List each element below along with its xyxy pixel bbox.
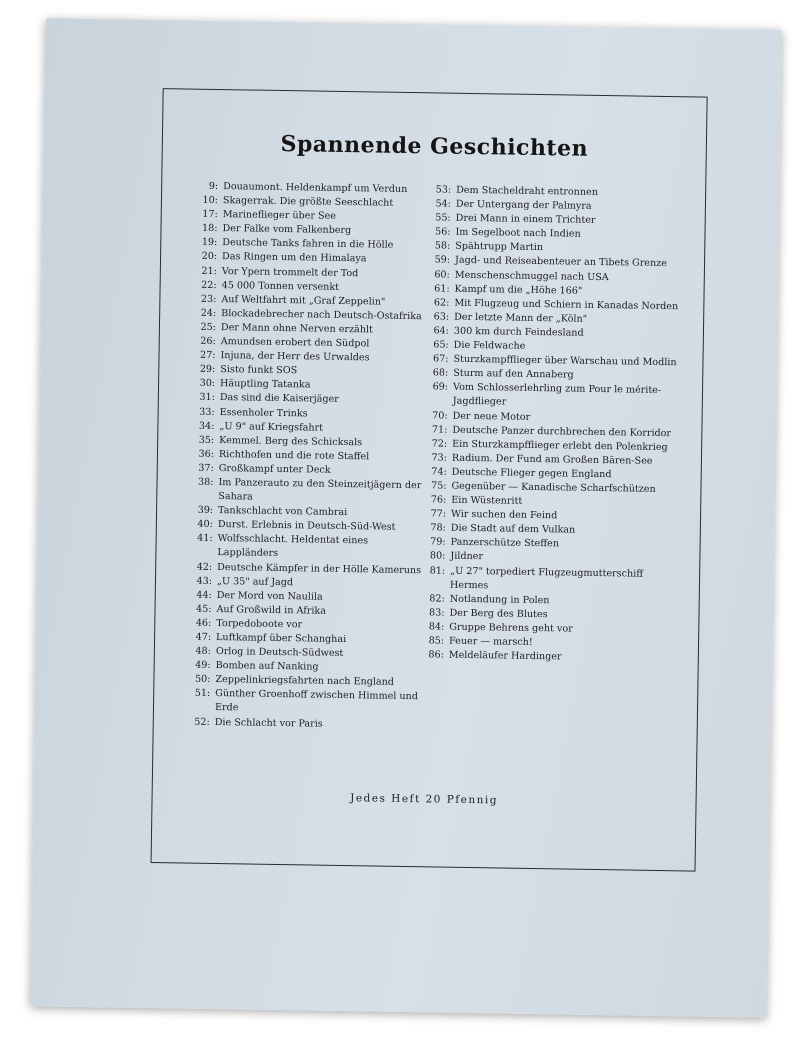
issue-title: Kemmel. Berg des Schicksals bbox=[219, 434, 363, 448]
issue-title: Die Schlacht vor Paris bbox=[214, 716, 323, 730]
issue-number: 53: bbox=[435, 184, 452, 196]
issue-title: Das sind die Kaiserjäger bbox=[219, 392, 339, 406]
issue-number: 71: bbox=[431, 423, 448, 436]
issue-title: Günther Groenhoff zwischen Himmel und Erde bbox=[214, 688, 418, 714]
issue-number: 24: bbox=[200, 307, 217, 319]
issue-title: Menschenschmuggel nach USA bbox=[454, 269, 609, 283]
issue-title: Feuer — marsch! bbox=[448, 635, 533, 649]
issue-number: 19: bbox=[201, 237, 218, 249]
list-item bbox=[187, 476, 425, 508]
issue-number: 55: bbox=[435, 212, 451, 224]
issue-number: 9: bbox=[208, 180, 219, 193]
issue-number: 10: bbox=[202, 194, 219, 207]
issue-title: Wir suchen den Feind bbox=[450, 508, 558, 522]
issue-number: 49: bbox=[195, 659, 211, 672]
issue-title: Sisto funkt SOS bbox=[220, 364, 298, 377]
issue-number: 73: bbox=[431, 452, 448, 464]
issue-number: 52: bbox=[194, 716, 210, 728]
booklet-back-cover bbox=[30, 18, 781, 1017]
issue-number: 17: bbox=[202, 208, 218, 221]
price-note: Jedes Heft 20 Pfennig bbox=[350, 792, 499, 807]
issue-title: Der letzte Mann der „Köln" bbox=[454, 311, 588, 325]
issue-number: 48: bbox=[195, 645, 211, 658]
issue-title: Deutsche Flieger gegen England bbox=[451, 466, 612, 481]
issue-number: 85: bbox=[428, 635, 445, 647]
issue-title: Marineflieger über See bbox=[222, 209, 337, 223]
issue-title: Auf Weltfahrt mit „Graf Zeppelin" bbox=[221, 293, 386, 308]
issue-number: 82: bbox=[429, 593, 445, 605]
issue-number: 68: bbox=[432, 367, 449, 379]
list-item bbox=[418, 648, 678, 666]
issue-title: Im Segelboot nach Indien bbox=[455, 227, 581, 240]
issue-number: 33: bbox=[199, 406, 215, 418]
issue-title: Douaumont. Heldenkampf um Verdun bbox=[223, 181, 408, 195]
issue-number: 35: bbox=[198, 434, 215, 446]
issue-title: Im Panzerauto zu den Steinzeitjägern der Sahara bbox=[218, 477, 422, 503]
issue-title: Deutsche Tanks fahren in die Hölle bbox=[222, 237, 394, 252]
issue-number: 80: bbox=[429, 550, 446, 563]
issue-number: 38: bbox=[197, 476, 214, 488]
issue-number: 18: bbox=[201, 223, 218, 235]
issue-title: Zeppelinkriegsfahrten nach England bbox=[215, 674, 395, 689]
issue-number: 21: bbox=[201, 265, 217, 277]
issue-title: Radium. Der Fund am Großen Bären-See bbox=[451, 452, 653, 467]
issue-number: 61: bbox=[434, 283, 450, 295]
issue-title: Drei Mann in einem Trichter bbox=[455, 212, 596, 227]
issue-title: Durst. Erlebnis in Deutsch-Süd-West bbox=[217, 519, 396, 534]
issue-title: Jagd- und Reiseabenteuer an Tibets Grenze bbox=[454, 255, 668, 270]
issue-title: 300 km durch Feindesland bbox=[453, 325, 584, 339]
issue-number: 30: bbox=[199, 378, 216, 390]
issue-number: 42: bbox=[196, 561, 213, 573]
issue-title: Kampf um die „Höhe 166" bbox=[454, 283, 583, 297]
issue-number: 23: bbox=[200, 293, 217, 305]
issue-title: Großkampf unter Deck bbox=[218, 462, 331, 476]
issue-title: Der Mord von Naulila bbox=[216, 589, 323, 603]
title-list-left-column bbox=[184, 180, 431, 733]
issue-number: 63: bbox=[433, 311, 450, 323]
issue-title: Die Stadt auf dem Vulkan bbox=[450, 522, 576, 536]
issue-title: Notlandung in Polen bbox=[449, 593, 550, 606]
issue-title: Das Ringen um den Himalaya bbox=[221, 251, 367, 265]
issue-number: 51: bbox=[194, 688, 211, 700]
issue-title: Spähtrupp Martin bbox=[455, 241, 544, 254]
issue-title: Gegenüber — Kanadische Scharfschützen bbox=[451, 480, 656, 495]
list-item bbox=[422, 381, 682, 413]
issue-title: Essenholer Trinks bbox=[219, 406, 308, 419]
issue-number: 43: bbox=[196, 575, 213, 587]
issue-number: 47: bbox=[195, 631, 212, 643]
issue-number: 75: bbox=[430, 480, 447, 492]
issue-title: Die Feldwache bbox=[453, 339, 526, 352]
issue-number: 79: bbox=[430, 536, 446, 548]
issue-title: Meldeläufer Hardinger bbox=[448, 649, 562, 663]
issue-title: Orlog in Deutsch-Südwest bbox=[215, 646, 344, 660]
issue-number: 34: bbox=[198, 420, 215, 432]
bordered-frame bbox=[151, 88, 708, 871]
issue-number: 77: bbox=[430, 508, 447, 520]
issue-title: Der Falke vom Falkenberg bbox=[222, 223, 352, 237]
issue-title: Luftkampf über Schanghai bbox=[216, 632, 347, 646]
issue-title: Der Mann ohne Nerven erzählt bbox=[220, 322, 373, 336]
issue-title: „U 27" torpediert Flugzeugmutterschiff Hermes bbox=[449, 565, 644, 591]
issue-number: 58: bbox=[434, 240, 451, 253]
issue-number: 39: bbox=[197, 504, 214, 517]
issue-title: Tankschlacht von Cambrai bbox=[218, 505, 348, 519]
issue-number: 60: bbox=[434, 268, 450, 281]
list-item bbox=[184, 715, 422, 733]
issue-number: 62: bbox=[433, 297, 450, 309]
issue-number: 74: bbox=[431, 466, 447, 478]
issue-number: 46: bbox=[195, 617, 212, 629]
issue-title: Deutsche Kämpfer in der Hölle Kameruns bbox=[217, 561, 422, 576]
issue-number: 44: bbox=[196, 589, 212, 601]
issue-title: Wolfsschlacht. Heldentat eines Lappländers bbox=[217, 533, 369, 560]
issue-title: Richthofen und die rote Staffel bbox=[218, 448, 370, 463]
issue-number: 64: bbox=[433, 325, 450, 337]
issue-title: Injuna, der Herr des Urwaldes bbox=[220, 350, 370, 364]
issue-number: 56: bbox=[434, 226, 451, 238]
issue-title: Torpedoboote vor bbox=[216, 617, 303, 631]
issue-title: Häuptling Tatanka bbox=[219, 378, 311, 391]
issue-title: Gruppe Behrens geht vor bbox=[449, 621, 573, 635]
issue-number: 70: bbox=[432, 409, 448, 422]
issue-number: 72: bbox=[431, 438, 448, 450]
issue-title: Vom Schlosserlehrling zum Pour le mérite-Jagdflieger bbox=[452, 382, 662, 408]
issue-number: 67: bbox=[432, 353, 449, 365]
issue-number: 76: bbox=[430, 494, 447, 506]
issue-number: 45: bbox=[196, 603, 212, 615]
issue-number: 50: bbox=[194, 673, 211, 686]
issue-number: 65: bbox=[433, 339, 449, 351]
issue-title: Auf Großwild in Afrika bbox=[216, 603, 327, 617]
page-title: Spannende Geschichten bbox=[280, 130, 589, 162]
issue-title: Panzerschütze Steffen bbox=[450, 537, 560, 550]
issue-title: „U 35" auf Jagd bbox=[216, 575, 294, 588]
issue-title: Der neue Motor bbox=[452, 410, 531, 423]
issue-number: 26: bbox=[200, 335, 216, 348]
issue-title: Der Untergang der Palmyra bbox=[455, 198, 592, 212]
issue-title: Blockadebrecher nach Deutsch-Ostafrika bbox=[221, 307, 422, 323]
issue-number: 31: bbox=[199, 392, 215, 404]
issue-number: 36: bbox=[198, 448, 215, 460]
issue-title: Dem Stacheldraht entronnen bbox=[456, 184, 599, 198]
issue-number: 27: bbox=[199, 349, 216, 362]
issue-title: Der Berg des Blutes bbox=[449, 607, 548, 621]
issue-number: 54: bbox=[435, 198, 452, 210]
issue-number: 20: bbox=[201, 251, 218, 263]
issue-title: Sturzkampfflieger über Warschau und Modlin bbox=[453, 353, 677, 369]
issue-number: 25: bbox=[200, 321, 217, 333]
issue-number: 86: bbox=[428, 649, 444, 661]
issue-number: 29: bbox=[199, 363, 216, 376]
issue-title: Mit Flugzeug und Schiern in Kanadas Norden bbox=[454, 297, 679, 312]
issue-number: 81: bbox=[429, 564, 446, 577]
list-item bbox=[419, 564, 679, 596]
issue-title: Deutsche Panzer durchbrechen den Korridor bbox=[452, 424, 672, 439]
issue-number: 83: bbox=[428, 607, 445, 619]
issue-number: 22: bbox=[201, 279, 217, 291]
issue-title: Sturm auf den Annaberg bbox=[453, 367, 574, 381]
issue-title: Ein Wüstenritt bbox=[451, 494, 523, 507]
issue-number: 41: bbox=[197, 533, 213, 545]
issue-title: Jildner bbox=[450, 551, 484, 563]
issue-title: Vor Ypern trommelt der Tod bbox=[221, 265, 359, 279]
list-item bbox=[186, 532, 424, 564]
title-list-right-column bbox=[418, 183, 685, 666]
issue-title: Skagerrak. Die größte Seeschlacht bbox=[222, 195, 394, 209]
issue-title: Ein Sturzkampfflieger erlebt den Polenkrieg bbox=[452, 438, 668, 453]
issue-number: 37: bbox=[198, 462, 214, 474]
issue-title: 45 000 Tonnen versenkt bbox=[221, 279, 340, 293]
issue-number: 84: bbox=[428, 621, 445, 633]
issue-title: Bomben auf Nanking bbox=[215, 660, 319, 673]
issue-number: 69: bbox=[432, 381, 449, 393]
issue-number: 78: bbox=[430, 522, 446, 534]
issue-title: Amundsen erobert den Südpol bbox=[220, 336, 370, 350]
issue-number: 40: bbox=[197, 518, 213, 531]
issue-title: „U 9" auf Kriegsfahrt bbox=[219, 420, 324, 434]
issue-number: 59: bbox=[434, 254, 451, 267]
list-item bbox=[184, 687, 422, 719]
